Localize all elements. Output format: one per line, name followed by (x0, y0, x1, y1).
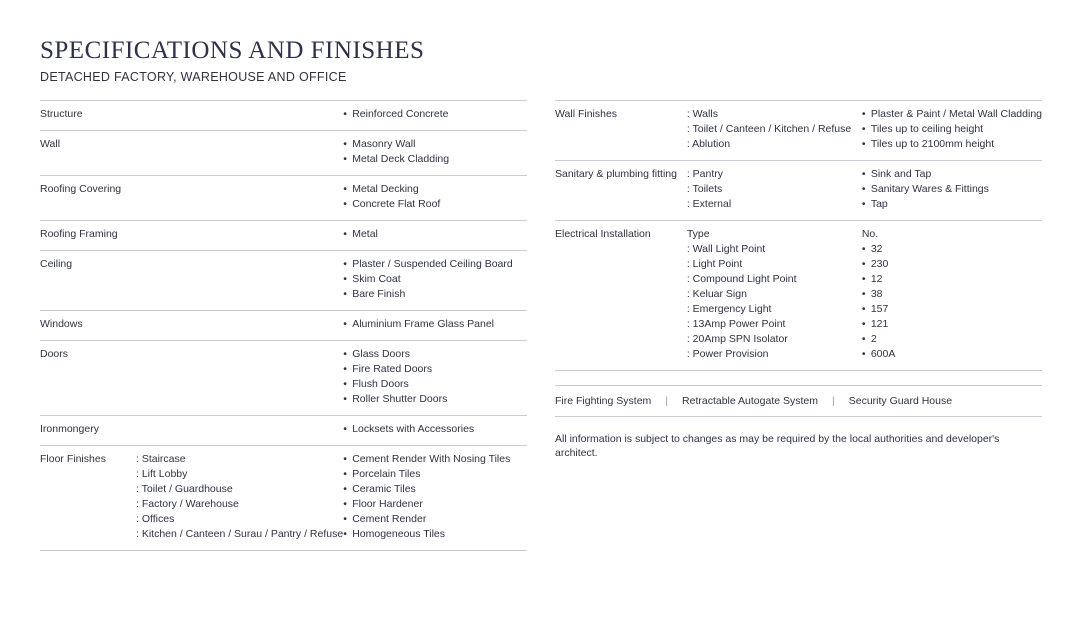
list-item: • Bare Finish (343, 287, 527, 302)
list-item: : Emergency Light (686, 303, 772, 315)
list-item: • Sanitary Wares & Fittings (862, 182, 1042, 197)
list-item: • 38 (862, 287, 1042, 302)
value-list (343, 137, 527, 167)
row-label: Sanitary & plumbing fitting (555, 161, 687, 221)
row-values (343, 341, 527, 416)
value-list (343, 227, 527, 242)
row-values (343, 176, 527, 221)
list-item: • Concrete Flat Roof (343, 197, 527, 212)
row-subitems (136, 221, 343, 251)
list-item: • Cement Render With Nosing Tiles (343, 452, 527, 467)
page-title: SPECIFICATIONS AND FINISHES (40, 36, 425, 64)
table-row (40, 101, 527, 131)
row-values (343, 221, 527, 251)
left-column (40, 100, 527, 551)
sub-item-list (687, 167, 862, 212)
list-item: • Flush Doors (343, 377, 527, 392)
list-item: • Metal Decking (343, 182, 527, 197)
list-item: : Factory / Warehouse (136, 498, 239, 510)
list-item: • Locksets with Accessories (343, 422, 527, 437)
footnote-text: All information is subject to changes as may be required by the local authorities and developer's architect. (555, 433, 1000, 459)
list-item: • Glass Doors (343, 347, 527, 362)
list-item: • 32 (862, 242, 1042, 257)
table-row (40, 131, 527, 176)
list-item: • 157 (862, 302, 1042, 317)
list-item: : Toilet / Guardhouse (136, 483, 233, 495)
divider-1: | (665, 395, 669, 407)
sub-item-list (687, 107, 862, 152)
table-row (40, 221, 527, 251)
list-item: • 121 (862, 317, 1042, 332)
row-label: Wall Finishes (555, 101, 687, 161)
row-label: Ironmongery (40, 416, 136, 446)
value-list (343, 422, 527, 437)
page-subtitle: DETACHED FACTORY, WAREHOUSE AND OFFICE (40, 70, 347, 84)
fire-systems-row (555, 385, 1042, 417)
list-item: : 20Amp SPN Isolator (686, 333, 788, 345)
row-subitems (136, 176, 343, 221)
list-item: : Offices (136, 513, 175, 525)
row-subitems (136, 311, 343, 341)
list-item: • Roller Shutter Doors (343, 392, 527, 407)
list-item: • 2 (862, 332, 1042, 347)
table-row (555, 161, 1042, 221)
value-list (862, 167, 1042, 212)
list-item: • Metal Deck Cladding (343, 152, 527, 167)
list-item: : Wall Light Point (686, 243, 766, 255)
value-list (343, 107, 527, 122)
row-values (862, 221, 1042, 371)
table-row (40, 416, 527, 446)
list-item: • Tiles up to 2100mm height (862, 137, 1042, 152)
list-item: : Light Point (686, 258, 743, 270)
row-label: Floor Finishes (40, 446, 136, 551)
list-item: • Metal (343, 227, 527, 242)
value-list (343, 317, 527, 332)
retractable-autogate-label: Retractable Autogate System (682, 395, 819, 407)
right-spec-body (555, 101, 1042, 371)
electrical-no-header: No. (861, 228, 879, 240)
row-subitems (136, 341, 343, 416)
row-subitems (687, 221, 862, 371)
table-row (40, 176, 527, 221)
row-subitems (687, 101, 862, 161)
row-subitems (136, 446, 343, 551)
right-column (555, 100, 1042, 460)
list-item: • Masonry Wall (343, 137, 527, 152)
row-values (862, 161, 1042, 221)
list-item: • Plaster / Suspended Ceiling Board (343, 257, 527, 272)
sub-item-list (687, 242, 862, 362)
list-item: • Porcelain Tiles (343, 467, 527, 482)
row-values (343, 446, 527, 551)
value-list (862, 107, 1042, 152)
row-label: Ceiling (40, 251, 136, 311)
list-item: • Tap (862, 197, 1042, 212)
list-item: • 600A (862, 347, 1042, 362)
row-subitems (687, 161, 862, 221)
list-item: • Floor Hardener (343, 497, 527, 512)
fire-fighting-system-label: Fire Fighting System (555, 395, 652, 407)
table-row (40, 251, 527, 311)
list-item: • Ceramic Tiles (343, 482, 527, 497)
list-item: • Aluminium Frame Glass Panel (343, 317, 527, 332)
list-item: • 230 (862, 257, 1042, 272)
list-item: : Power Provision (686, 348, 769, 360)
row-label: Structure (40, 101, 136, 131)
row-values (343, 101, 527, 131)
list-item: • Reinforced Concrete (343, 107, 527, 122)
table-row (40, 341, 527, 416)
list-item: : Toilets (686, 183, 723, 195)
divider-2: | (832, 395, 835, 407)
left-spec-table (40, 100, 527, 551)
table-row (40, 446, 527, 551)
sub-item-list (136, 452, 343, 542)
row-values (343, 131, 527, 176)
list-item: • Plaster & Paint / Metal Wall Cladding (862, 107, 1042, 122)
list-item: : Walls (686, 108, 718, 120)
list-item: : Toilet / Canteen / Kitchen / Refuse (686, 123, 852, 135)
row-subitems (136, 416, 343, 446)
row-values (343, 416, 527, 446)
list-item: • Skim Coat (343, 272, 527, 287)
list-item: : External (686, 198, 732, 210)
list-item: • 12 (862, 272, 1042, 287)
list-item: : Ablution (686, 138, 731, 150)
electrical-type-header: Type (686, 228, 710, 240)
value-list (343, 182, 527, 212)
value-list (343, 347, 527, 407)
security-guard-house-label: Security Guard House (848, 395, 953, 407)
list-item: • Tiles up to ceiling height (862, 122, 1042, 137)
list-item: • Sink and Tap (862, 167, 1042, 182)
row-values (343, 311, 527, 341)
list-item: • Cement Render (343, 512, 527, 527)
row-label: Roofing Covering (40, 176, 136, 221)
row-subitems (136, 101, 343, 131)
list-item: : Lift Lobby (136, 468, 188, 480)
row-label: Electrical Installation (555, 221, 687, 371)
list-item: : 13Amp Power Point (686, 318, 786, 330)
row-values (862, 101, 1042, 161)
row-label: Roofing Framing (40, 221, 136, 251)
row-subitems (136, 131, 343, 176)
value-list (343, 257, 527, 302)
list-item: : Kitchen / Canteen / Surau / Pantry / Refuse (136, 528, 344, 540)
table-row (555, 101, 1042, 161)
row-label: Doors (40, 341, 136, 416)
value-list (862, 242, 1042, 362)
list-item: : Staircase (136, 453, 186, 465)
row-label: Windows (40, 311, 136, 341)
list-item: : Pantry (686, 168, 724, 180)
list-item: • Homogeneous Tiles (343, 527, 527, 542)
row-subitems (136, 251, 343, 311)
list-item: : Keluar Sign (686, 288, 747, 300)
value-list (343, 452, 527, 542)
row-values (343, 251, 527, 311)
list-item: • Fire Rated Doors (343, 362, 527, 377)
table-row-electrical (555, 221, 1042, 371)
left-spec-body (40, 101, 527, 551)
right-spec-table (555, 100, 1042, 371)
list-item: : Compound Light Point (686, 273, 797, 285)
row-label: Wall (40, 131, 136, 176)
table-row (40, 311, 527, 341)
